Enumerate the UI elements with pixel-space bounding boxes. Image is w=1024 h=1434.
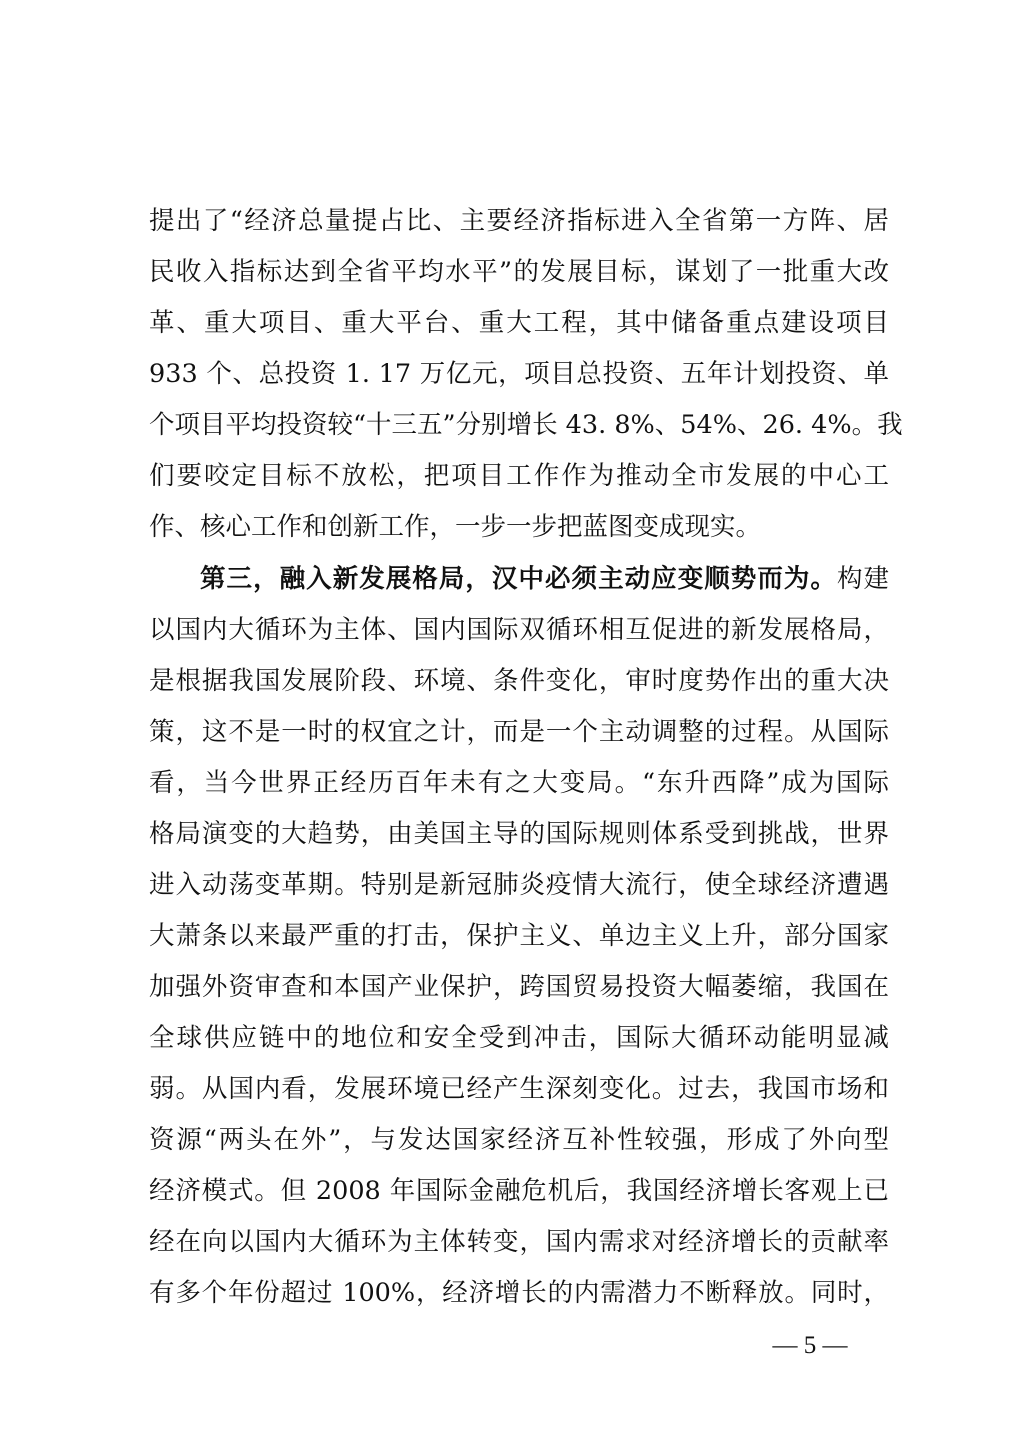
text-line: 提出了“经济总量提占比、主要经济指标进入全省第一方阵、居 [149,206,889,236]
text-line: 933 个、总投资 1. 17 万亿元，项目总投资、五年计划投资、单 [149,359,889,389]
text-line: 革、重大项目、重大平台、重大工程，其中储备重点建设项目 [149,308,889,338]
text-line: 经在向以国内大循环为主体转变，国内需求对经济增长的贡献率 [149,1227,889,1257]
text-line: 格局演变的大趋势，由美国主导的国际规则体系受到挑战，世界 [149,819,889,849]
text-line: 看，当今世界正经历百年未有之大变局。“东升西降”成为国际 [149,768,889,798]
paragraph-2-first-line [149,554,889,605]
text-segment: 构建 [836,564,889,594]
text-line: 全球供应链中的地位和安全受到冲击，国际大循环动能明显减 [149,1023,889,1053]
document-body [149,196,903,1319]
text-line: 经济模式。但 2008 年国际金融危机后，我国经济增长客观上已 [149,1176,889,1206]
paragraph-1 [149,196,903,553]
section-heading: 第三，融入新发展格局，汉中必须主动应变顺势而为。 [200,564,837,594]
text-line: 大萧条以来最严重的打击，保护主义、单边主义上升，部分国家 [149,921,889,951]
text-line: 进入动荡变革期。特别是新冠肺炎疫情大流行，使全球经济遭遇 [149,870,889,900]
text-line: 民收入指标达到全省平均水平”的发展目标，谋划了一批重大改 [149,257,889,287]
paragraph-2 [149,554,889,1319]
text-line: 加强外资审查和本国产业保护，跨国贸易投资大幅萎缩，我国在 [149,972,889,1002]
text-line: 个项目平均投资较“十三五”分别增长 43. 8%、54%、26. 4%。我 [149,410,903,440]
text-line: 们要咬定目标不放松，把项目工作作为推动全市发展的中心工 [149,461,889,491]
text-line: 是根据我国发展阶段、环境、条件变化，审时度势作出的重大决 [149,666,889,696]
text-line: 有多个年份超过 100%，经济增长的内需潜力不断释放。同时， [149,1278,889,1308]
text-line: 以国内大循环为主体、国内国际双循环相互促进的新发展格局， [149,615,889,645]
page-number: — 5 — [772,1332,848,1359]
text-line: 作、核心工作和创新工作，一步一步把蓝图变成现实。 [149,512,762,542]
text-line: 弱。从国内看，发展环境已经产生深刻变化。过去，我国市场和 [149,1074,889,1104]
text-line: 策，这不是一时的权宜之计，而是一个主动调整的过程。从国际 [149,717,889,747]
text-line: 资源“两头在外”，与发达国家经济互补性较强，形成了外向型 [149,1125,889,1155]
